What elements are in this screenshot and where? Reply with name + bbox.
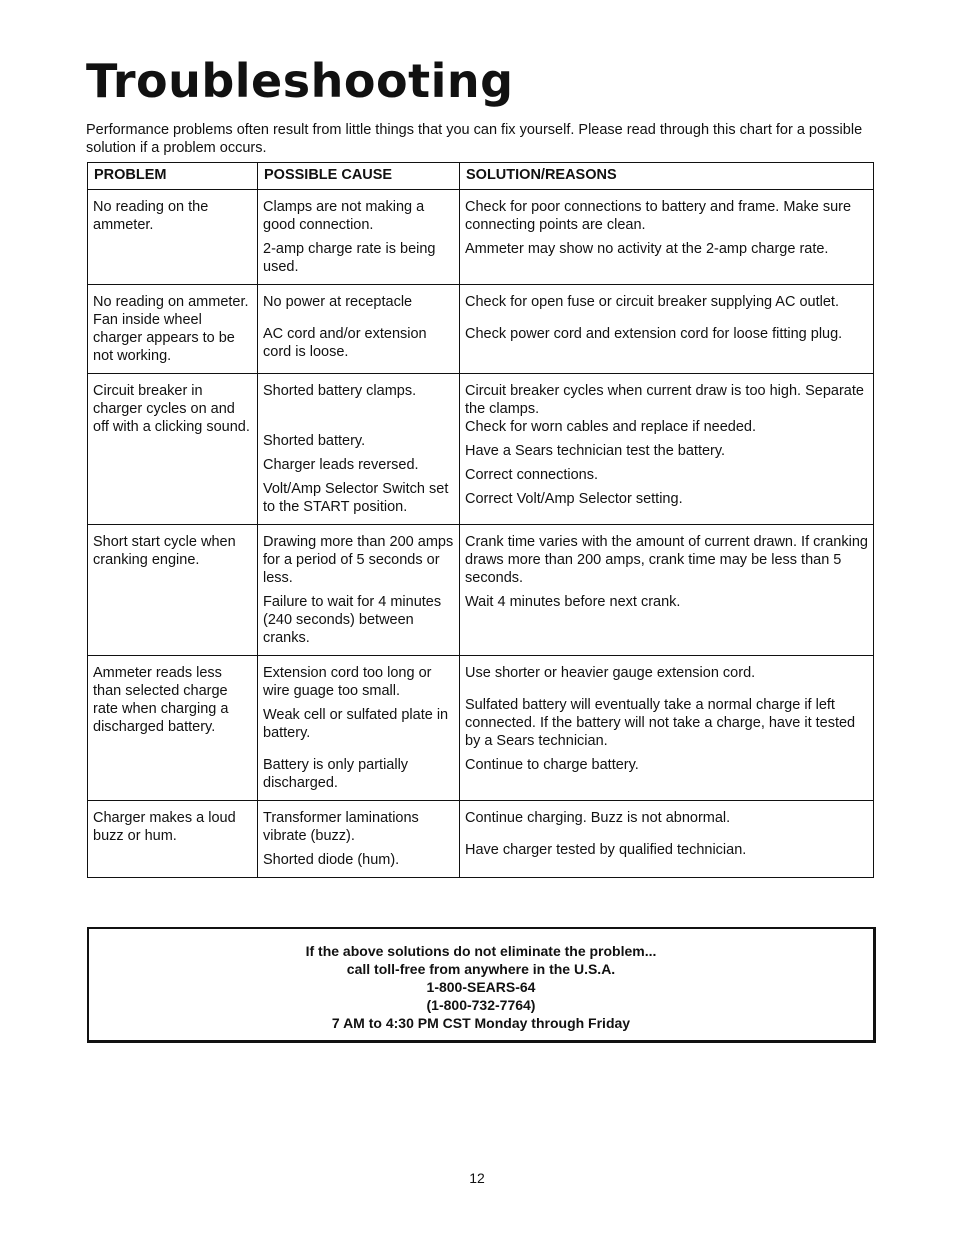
solution-text: Check for worn cables and replace if needed. [465, 419, 756, 435]
solution-text: Correct connections. [465, 467, 598, 483]
solution-cell [460, 285, 874, 374]
cause-text: Clamps are not making a good connection. [263, 199, 425, 233]
cause-cell [258, 374, 460, 525]
phone-number: 1-800-SEARS-64 [426, 979, 536, 995]
solution-cell [460, 374, 874, 525]
cause-cell [258, 801, 460, 878]
cause-text: AC cord and/or extension cord is loose. [263, 326, 427, 360]
cause-text: Shorted battery. [263, 433, 366, 449]
intro-text: Performance problems often result from little things that you can fix yourself. Please read through this chart for a possible solution if a problem occurs. [86, 122, 863, 156]
problem-text: No reading on the ammeter. [93, 199, 209, 233]
cause-text: 2-amp charge rate is being used. [263, 241, 436, 275]
cause-text: Weak cell or sulfated plate in battery. [263, 707, 449, 741]
solution-cell [460, 656, 874, 801]
problem-cell [88, 374, 258, 525]
cause-text: Transformer laminations vibrate (buzz). [263, 810, 419, 844]
solution-text: Continue charging. Buzz is not abnormal. [465, 810, 731, 826]
solution-cell [460, 801, 874, 878]
solution-text: Check power cord and extension cord for loose fitting plug. [465, 326, 843, 342]
solution-text: Crank time varies with the amount of current drawn. If cranking draws more than 200 amps, crank time may be less than 5 seconds. [465, 534, 868, 586]
cause-text: Battery is only partially discharged. [263, 757, 409, 791]
header-problem: PROBLEM [88, 163, 258, 190]
service-hours: 7 AM to 4:30 PM CST Monday through Friday [331, 1015, 631, 1031]
cause-text: Failure to wait for 4 minutes (240 seconds) between cranks. [263, 594, 442, 646]
solution-text: Have charger tested by qualified technician. [465, 842, 747, 858]
problem-text: Short start cycle when cranking engine. [93, 534, 236, 568]
phone-number-numeric: (1-800-732-7764) [426, 997, 536, 1013]
problem-cell [88, 285, 258, 374]
problem-cell [88, 190, 258, 285]
cause-text: Shorted diode (hum). [263, 852, 400, 868]
solution-text: Circuit breaker cycles when current draw is too high. Separate the clamps. [465, 383, 864, 417]
cause-cell [258, 525, 460, 656]
solution-text: Have a Sears technician test the battery. [465, 443, 726, 459]
cause-cell [258, 656, 460, 801]
cause-text: Extension cord too long or wire guage too small. [263, 665, 432, 699]
solution-cell [460, 525, 874, 656]
solution-text: Continue to charge battery. [465, 757, 639, 773]
table-row [88, 525, 874, 656]
header-possible-cause: POSSIBLE CAUSE [258, 163, 460, 190]
table-row [88, 374, 874, 525]
solution-text: Check for open fuse or circuit breaker supplying AC outlet. [465, 294, 839, 310]
troubleshooting-table [87, 162, 874, 878]
table-row [88, 190, 874, 285]
solution-text: Correct Volt/Amp Selector setting. [465, 491, 683, 507]
cause-text: No power at receptacle [263, 294, 413, 310]
header-solution: SOLUTION/REASONS [460, 163, 874, 190]
cause-text: Shorted battery clamps. [263, 383, 417, 399]
contact-notice-box [87, 927, 876, 1043]
problem-text: No reading on ammeter. Fan inside wheel charger appears to be not working. [93, 294, 249, 364]
page-title: Troubleshooting [86, 54, 514, 108]
table-row [88, 285, 874, 374]
problem-cell [88, 801, 258, 878]
table-header-row [88, 163, 874, 190]
cause-text: Charger leads reversed. [263, 457, 419, 473]
solution-text: Sulfated battery will eventually take a normal charge if left connected. If the battery will not take a charge, have it tested by a Sears technician. [465, 697, 856, 749]
solution-cell [460, 190, 874, 285]
solution-text: Check for poor connections to battery and frame. Make sure connecting points are clean. [465, 199, 852, 233]
solution-text: Wait 4 minutes before next crank. [465, 594, 681, 610]
solution-text: Ammeter may show no activity at the 2-amp charge rate. [465, 241, 829, 257]
solution-text: Use shorter or heavier gauge extension cord. [465, 665, 756, 681]
notice-line: If the above solutions do not eliminate the problem... [305, 943, 657, 959]
problem-text: Circuit breaker in charger cycles on and off with a clicking sound. [93, 383, 250, 435]
cause-cell [258, 285, 460, 374]
notice-line: call toll-free from anywhere in the U.S.A. [346, 961, 616, 977]
table-row [88, 656, 874, 801]
problem-cell [88, 525, 258, 656]
cause-text: Volt/Amp Selector Switch set to the START position. [263, 481, 449, 515]
problem-cell [88, 656, 258, 801]
problem-text: Ammeter reads less than selected charge rate when charging a discharged battery. [93, 665, 229, 735]
cause-cell [258, 190, 460, 285]
table-row [88, 801, 874, 878]
page-number: 12 [469, 1170, 485, 1186]
problem-text: Charger makes a loud buzz or hum. [93, 810, 236, 844]
cause-text: Drawing more than 200 amps for a period of 5 seconds or less. [263, 534, 454, 586]
